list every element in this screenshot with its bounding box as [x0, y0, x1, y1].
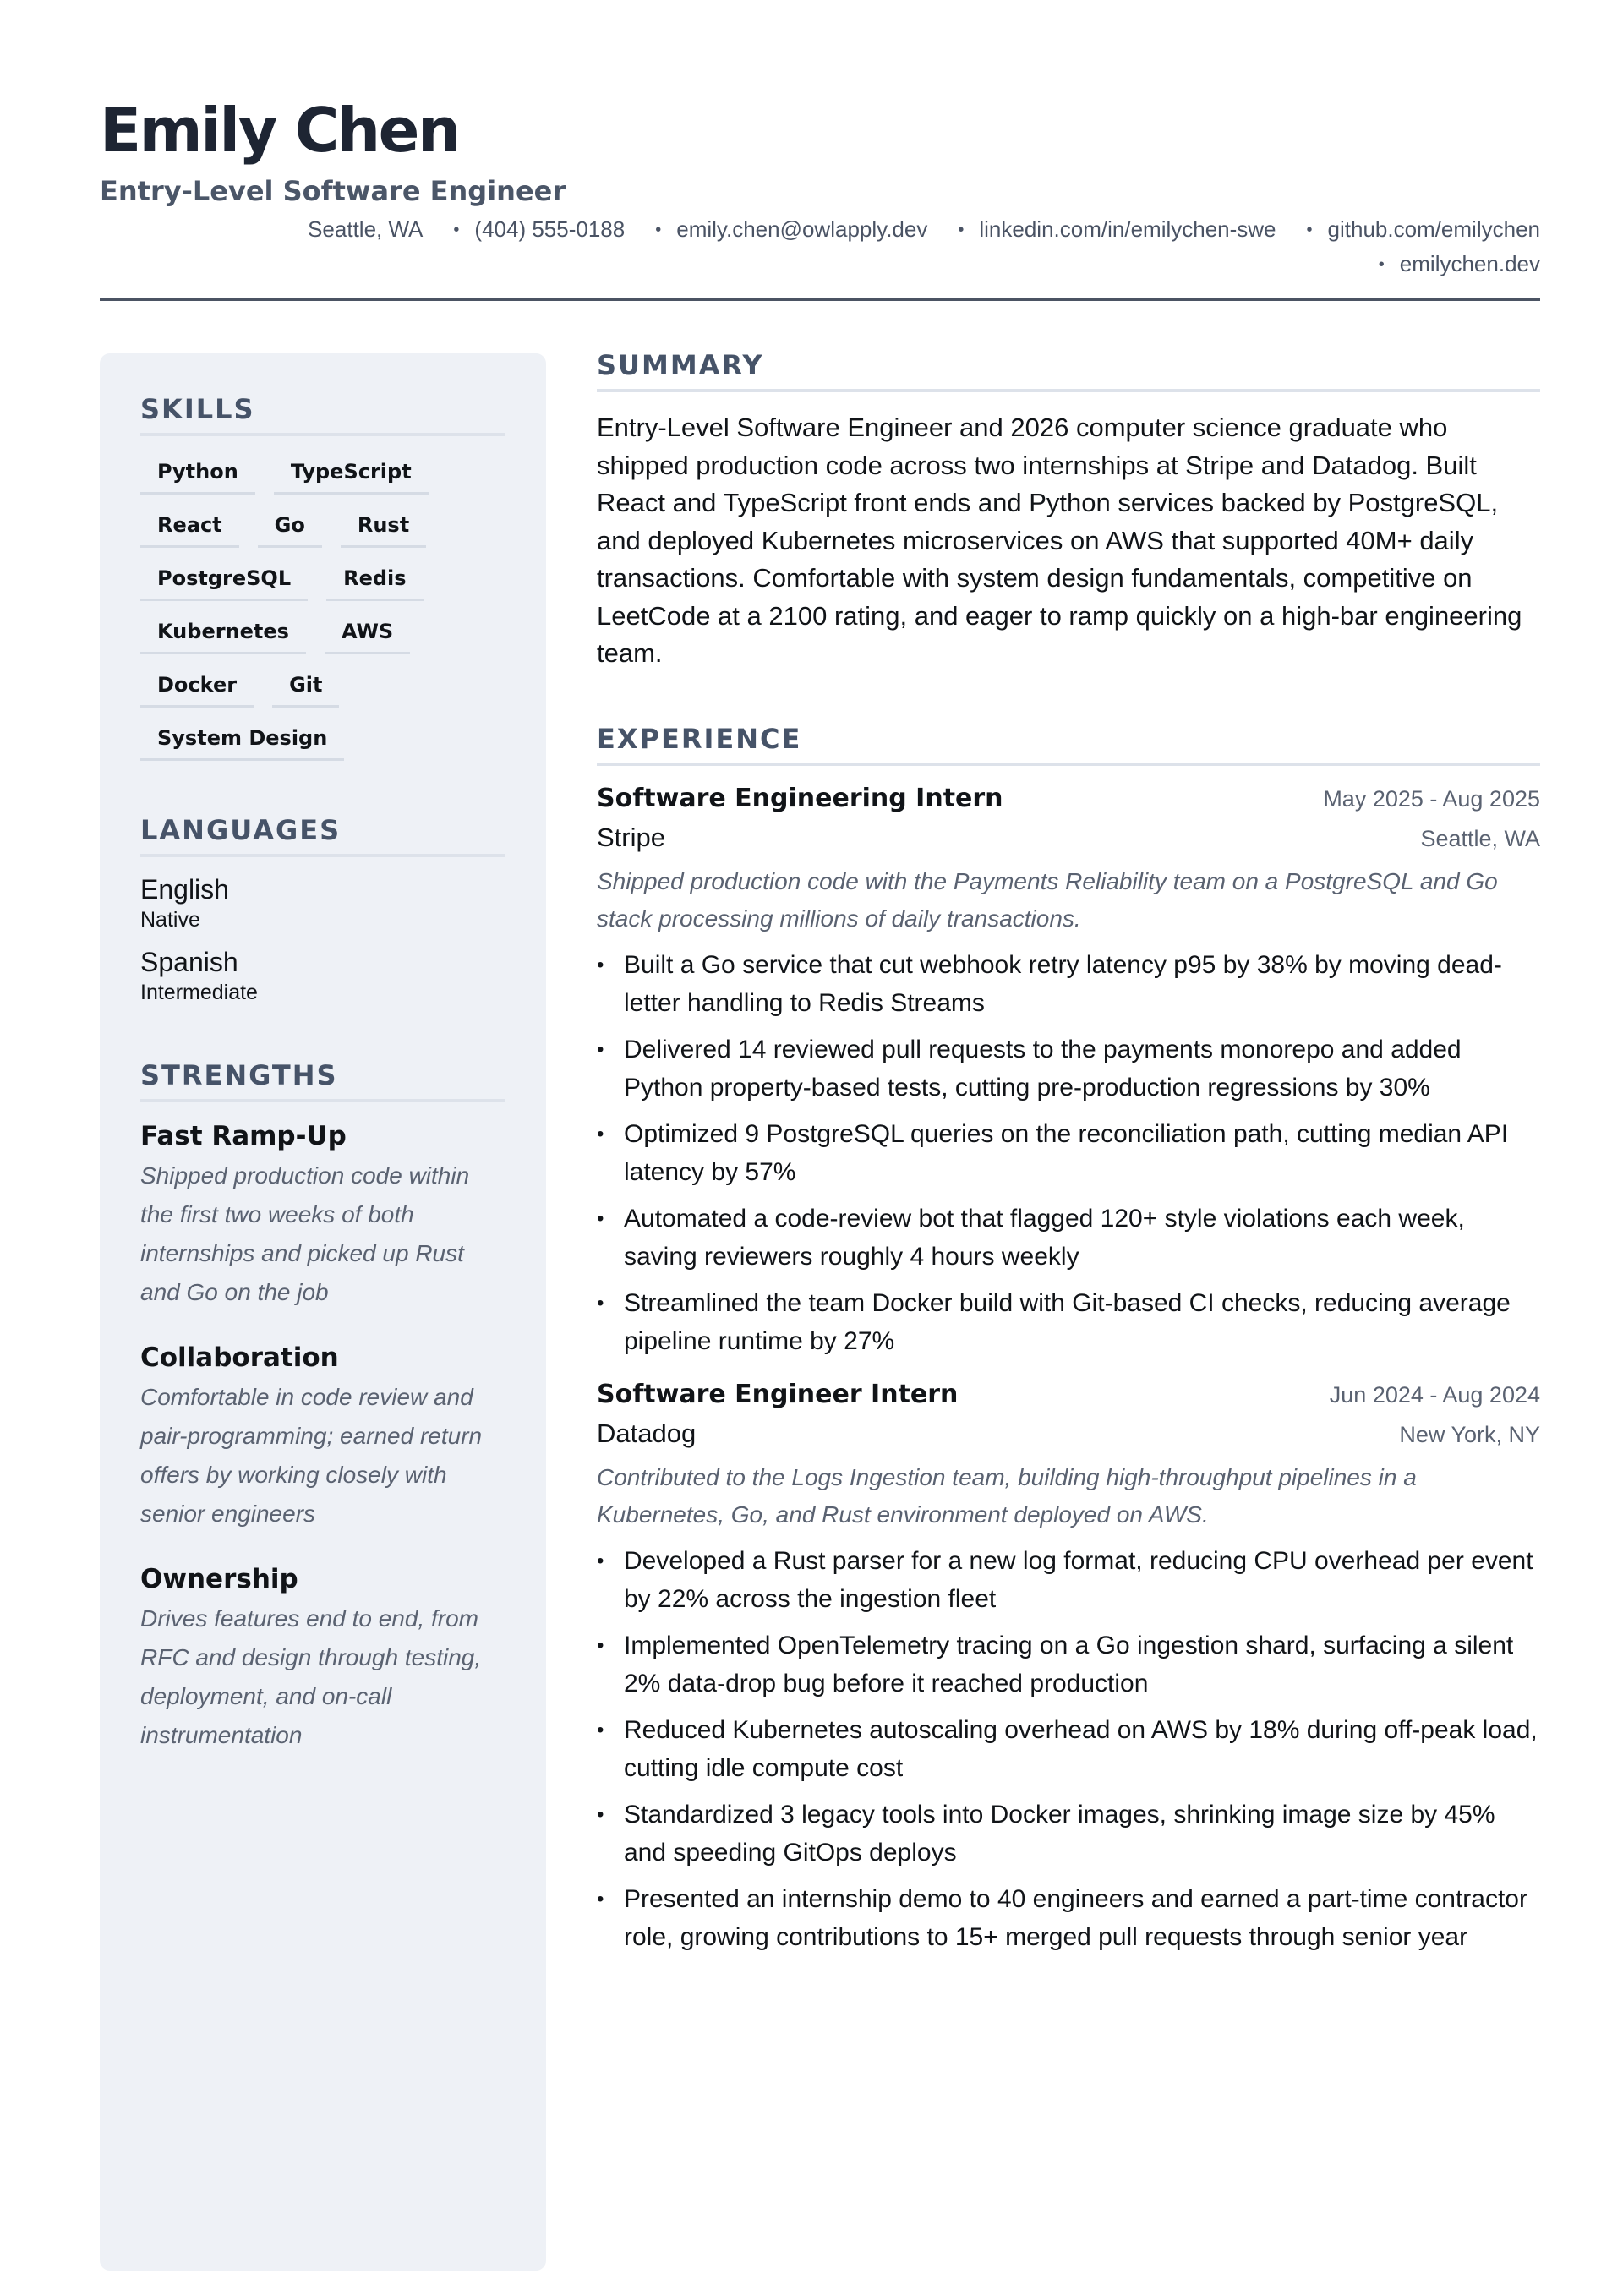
job-location: Seattle, WA — [1420, 825, 1540, 851]
strength-text: Shipped production code within the first two weeks of both internships and picked up Rust and Go on the job — [140, 1162, 470, 1305]
job-dates: Jun 2024 - Aug 2024 — [1329, 1381, 1540, 1408]
candidate-name: Emily Chen — [100, 95, 459, 166]
job-description: Shipped production code with the Payments Reliability team on a PostgreSQL and Go stack processing millions of daily transactions. — [597, 867, 1498, 932]
bullet-item: • Built a Go service that cut webhook retry latency p95 by 38% by moving dead-letter handling to Redis Streams — [597, 946, 1540, 1022]
skill-chip: AWS — [325, 613, 410, 654]
job-description: Contributed to the Logs Ingestion team, building high-throughput pipelines in a Kubernetes, Go, and Rust environment deployed on AWS. — [597, 1463, 1417, 1528]
contact-website: • emilychen.dev — [1348, 249, 1540, 281]
contact-location: Seattle, WA — [308, 216, 424, 242]
main-column — [597, 348, 1540, 1965]
strength-title: Fast Ramp-Up — [140, 1121, 347, 1151]
skill-chip: Kubernetes — [140, 613, 306, 654]
experience-section — [597, 722, 1540, 1956]
skill-chip: Redis — [326, 560, 423, 601]
job-dates: May 2025 - Aug 2025 — [1323, 785, 1540, 812]
language-name: Spanish — [140, 947, 238, 977]
skill-chip: PostgreSQL — [140, 560, 308, 601]
bullet-item: • Reduced Kubernetes autoscaling overhead on AWS by 18% during off-peak load, cutting idle compute cost — [597, 1711, 1540, 1787]
job-title: Software Engineering Intern — [597, 783, 1003, 813]
skills-heading: SKILLS — [140, 392, 505, 436]
language-level: Intermediate — [140, 981, 258, 1004]
skill-chip: Docker — [140, 666, 254, 708]
strength-item — [140, 1562, 505, 1755]
job-bullets — [597, 1542, 1540, 1956]
skills-list — [140, 453, 462, 761]
candidate-role: Entry-Level Software Engineer — [100, 175, 566, 207]
sidebar — [100, 353, 546, 2271]
job-company: Stripe — [597, 822, 665, 852]
resume-header — [100, 91, 1540, 281]
contact-github: • github.com/emilychen — [1276, 215, 1540, 246]
job-location: New York, NY — [1399, 1421, 1540, 1447]
skill-chip: Go — [258, 506, 322, 548]
summary-heading: SUMMARY — [597, 348, 1540, 392]
strength-title: Collaboration — [140, 1342, 339, 1373]
header-divider — [100, 298, 1540, 301]
language-name: English — [140, 874, 229, 905]
bullet-item: • Implemented OpenTelemetry tracing on a Go ingestion shard, surfacing a silent 2% data-drop bug before it reached production — [597, 1626, 1540, 1703]
skill-chip: Rust — [341, 506, 426, 548]
skill-chip: Python — [140, 453, 255, 495]
contact-phone: • (404) 555-0188 — [423, 215, 625, 246]
summary-text: Entry-Level Software Engineer and 2026 computer science graduate who shipped production code across two internships at Stripe and Datadog. Built React and TypeScript front ends and Python services backed by PostgreSQL, and deployed Kubernetes microservices on AWS that supported 40M+ daily transactions. Comfortable with system design fundamentals, competitive on LeetCode at a 2100 rating, and eager to ramp quickly on a high-bar engineering team. — [597, 413, 1522, 668]
bullet-item: • Developed a Rust parser for a new log format, reducing CPU overhead per event by 22% across the ingestion fleet — [597, 1542, 1540, 1618]
bullet-item: • Automated a code-review bot that flagged 120+ style violations each week, saving reviewers roughly 4 hours weekly — [597, 1200, 1540, 1276]
job-company: Datadog — [597, 1418, 697, 1448]
job-entry — [597, 1377, 1540, 1956]
languages-heading: LANGUAGES — [140, 813, 505, 857]
experience-heading: EXPERIENCE — [597, 722, 1540, 766]
job-bullets — [597, 946, 1540, 1360]
job-entry — [597, 781, 1540, 1360]
bullet-item: • Delivered 14 reviewed pull requests to the payments monorepo and added Python property-based tests, cutting pre-production regressions by 30% — [597, 1030, 1540, 1107]
language-level: Native — [140, 908, 200, 932]
skill-chip: Git — [272, 666, 339, 708]
bullet-item: • Optimized 9 PostgreSQL queries on the reconciliation path, cutting median API latency by 57% — [597, 1115, 1540, 1191]
skill-chip: React — [140, 506, 239, 548]
strength-title: Ownership — [140, 1564, 298, 1594]
bullet-item: • Standardized 3 legacy tools into Docker images, shrinking image size by 45% and speeding GitOps deploys — [597, 1796, 1540, 1872]
job-title: Software Engineer Intern — [597, 1379, 959, 1409]
bullet-item: • Streamlined the team Docker build with Git-based CI checks, reducing average pipeline runtime by 27% — [597, 1284, 1540, 1360]
bullet-item: • Presented an internship demo to 40 engineers and earned a part-time contractor role, growing contributions to 15+ merged pull requests through senior year — [597, 1880, 1540, 1956]
skill-chip: System Design — [140, 719, 344, 761]
contact-email: • emily.chen@owlapply.dev — [625, 215, 927, 246]
strength-item — [140, 1119, 505, 1312]
skill-chip: TypeScript — [274, 453, 429, 495]
strengths-heading: STRENGTHS — [140, 1058, 505, 1102]
contact-linkedin: • linkedin.com/in/emilychen-swe — [927, 215, 1276, 246]
strength-item — [140, 1341, 505, 1533]
strength-text: Drives features end to end, from RFC and design through testing, deployment, and on-call instrumentation — [140, 1605, 482, 1748]
contact-line — [100, 215, 1540, 281]
languages-list — [140, 872, 505, 1006]
strength-text: Comfortable in code review and pair-programming; earned return offers by working closely with senior engineers — [140, 1384, 483, 1527]
